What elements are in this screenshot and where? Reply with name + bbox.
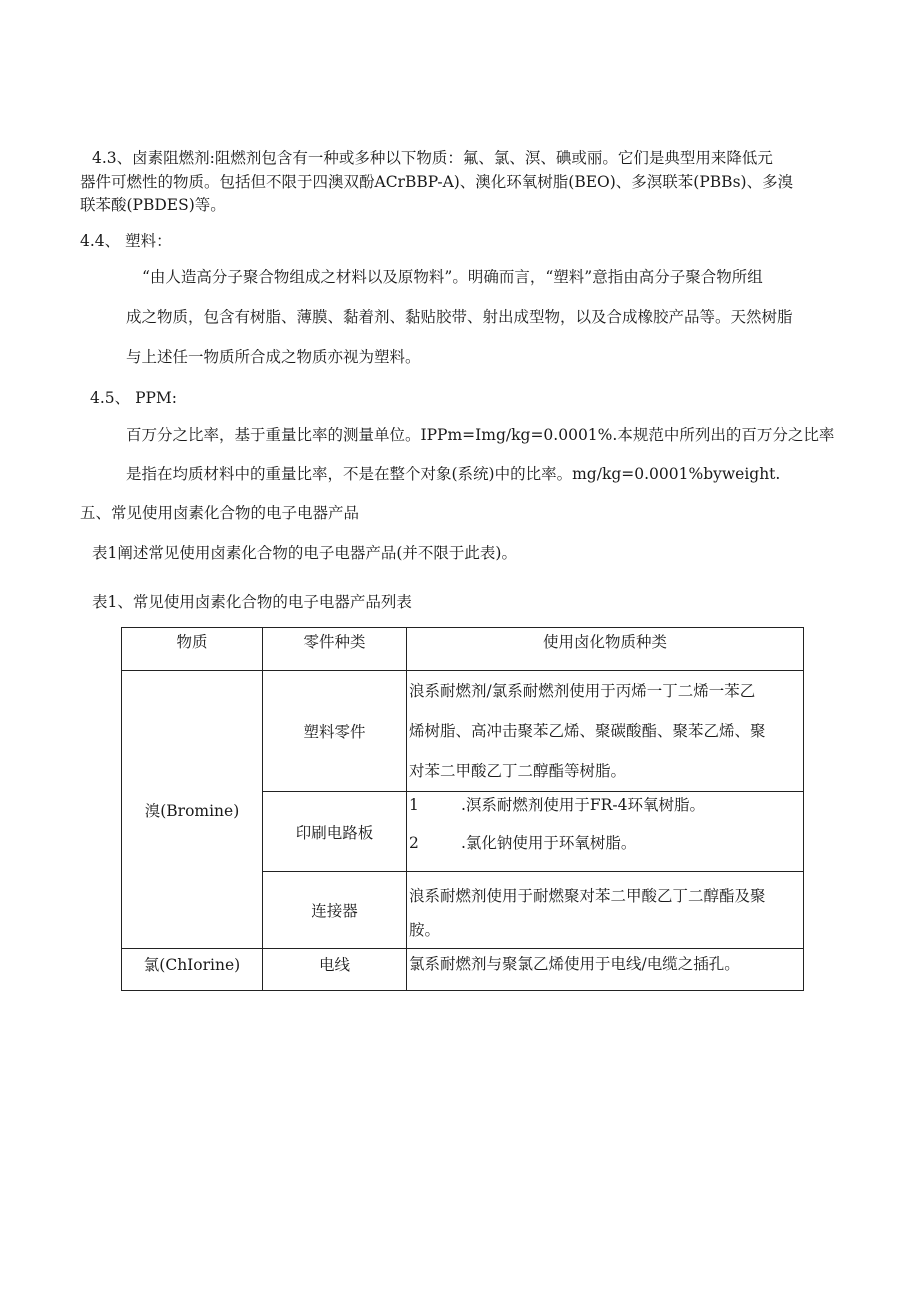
section-4-3-line2: 器件可燃性的物质。包括但不限于四澳双酚ACrBBP-A)、澳化环氧树脂(BEO)、多溟联苯(PBBs)、多溴 [80, 173, 794, 191]
plastic-description [407, 671, 804, 792]
header-halide-type: 使用卤化物质种类 [407, 628, 804, 671]
substance-chlorine: 氯(ChIorine) [122, 949, 263, 991]
section-5-heading: 五、常见使用卤素化合物的电子电器产品 [80, 504, 360, 522]
table-row [122, 949, 804, 991]
part-connector: 连接器 [263, 872, 407, 949]
part-wire: 电线 [263, 949, 407, 991]
section-4-5-heading: 4.5、 PPM: [90, 389, 178, 407]
pcb-item-number: 1 [409, 796, 419, 814]
pcb-item-number: 2 [409, 834, 419, 852]
pcb-description [407, 792, 804, 872]
section-4-4-line2: 成之物质，包含有树脂、薄膜、黏着剂、黏贴胶带、射出成型物，以及合成橡胶产品等。天然树脂 [126, 308, 793, 326]
pcb-item-text: .氯化钠使用于环氧树脂。 [461, 834, 637, 852]
header-substance: 物质 [122, 628, 263, 671]
connector-line: 胺。 [409, 921, 441, 939]
section-5-intro: 表1阐述常见使用卤素化合物的电子电器产品(并不限于此表)。 [92, 544, 517, 562]
section-4-4-line1: “由人造高分子聚合物组成之材料以及原物料”。明确而言，“塑料”意指由高分子聚合物所组 [142, 268, 763, 286]
substance-bromine: 溴(Bromine) [122, 671, 263, 949]
section-4-3-line1: 4.3、卤素阻燃剂:阻燃剂包含有一种或多种以下物质：氟、氯、溟、碘或丽。它们是典型用来降低元 [92, 149, 773, 167]
header-part-type: 零件种类 [263, 628, 407, 671]
table-row [122, 671, 804, 792]
plastic-line: 对苯二甲酸乙丁二醇酯等树脂。 [409, 762, 627, 780]
section-4-4-line3: 与上述任一物质所合成之物质亦视为塑料。 [126, 348, 421, 366]
wire-description: 氯系耐燃剂与聚氯乙烯使用于电线/电缆之插孔。 [407, 949, 804, 991]
part-pcb: 印刷电路板 [263, 792, 407, 872]
section-4-5-line1: 百万分之比率，基于重量比率的测量单位。IPPm=Img∕kg=0.0001%.本规范中所列出的百万分之比率 [126, 426, 835, 444]
connector-description [407, 872, 804, 949]
pcb-item-text: .溟系耐燃剂使用于FR-4环氧树脂。 [461, 796, 705, 814]
section-4-4-heading: 4.4、 塑料： [80, 232, 172, 250]
halogen-table [121, 627, 804, 991]
table-title: 表1、常见使用卤素化合物的电子电器产品列表 [92, 593, 412, 611]
part-plastic: 塑料零件 [263, 671, 407, 792]
connector-line: 浪系耐燃剂使用于耐燃聚对苯二甲酸乙丁二醇酯及聚 [409, 887, 766, 905]
pcb-list-item [409, 818, 803, 868]
pcb-list-item [409, 792, 803, 818]
table-header-row [122, 628, 804, 671]
section-4-3-line3: 联苯酸(PBDES)等。 [80, 196, 226, 214]
section-4-5-line2: 是指在均质材料中的重量比率，不是在整个对象(系统)中的比率。mg∕kg=0.0001%byweight. [126, 465, 781, 483]
plastic-line: 烯树脂、高冲击聚苯乙烯、聚碳酸酯、聚苯乙烯、聚 [409, 722, 766, 740]
plastic-line: 浪系耐燃剂/氯系耐燃剂使用于丙烯一丁二烯一苯乙 [409, 682, 756, 700]
